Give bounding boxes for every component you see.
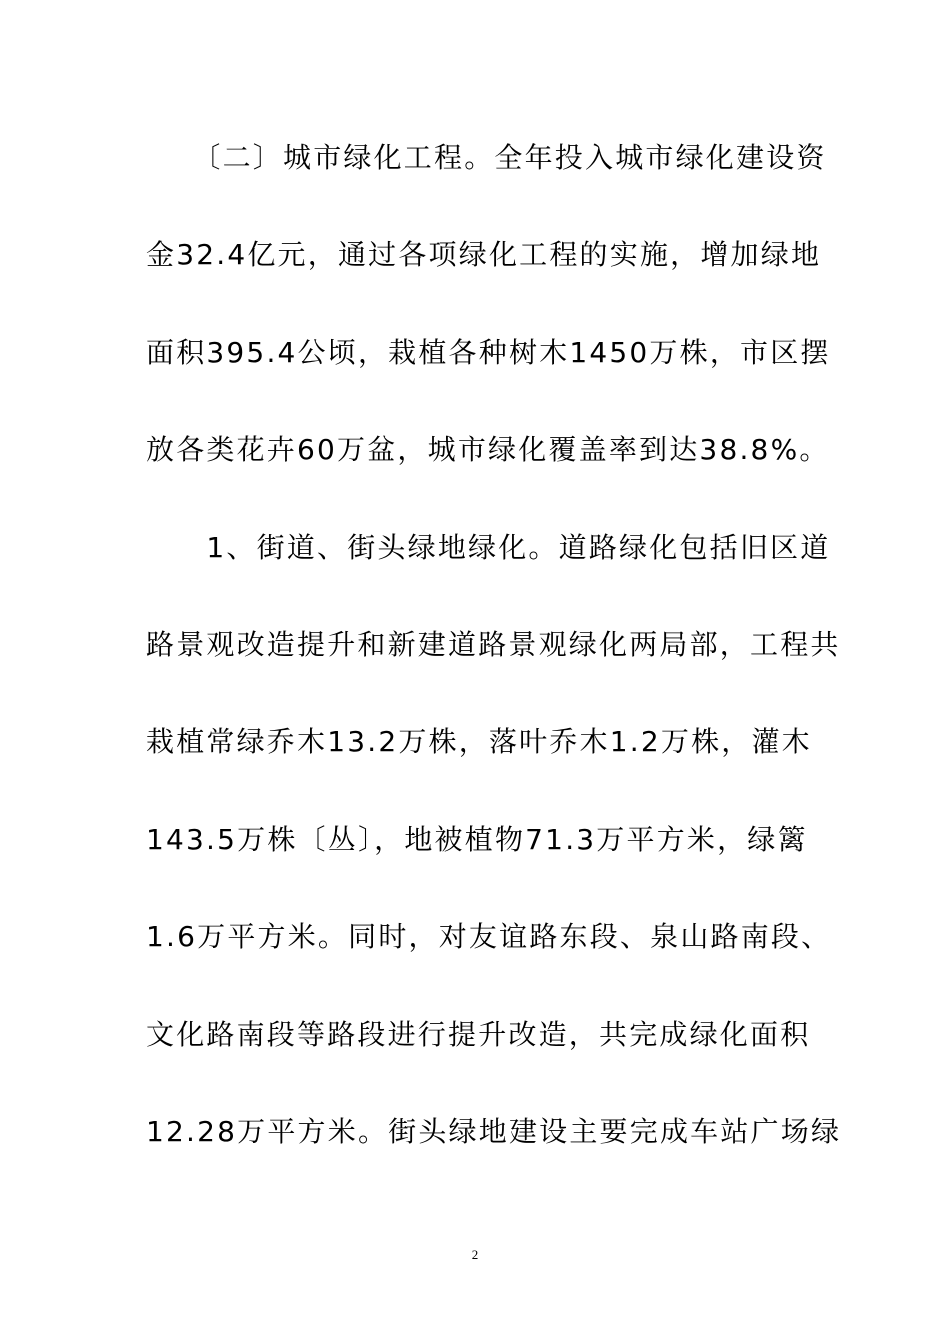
text-line: 路景观改造提升和新建道路景观绿化两局部，工程共 [146,627,841,661]
text-line: 文化路南段等路段进行提升改造，共完成绿化面积 [146,1017,811,1051]
body-text [146,123,842,1194]
text-line: 〔二〕城市绿化工程。全年投入城市绿化建设资 [146,141,827,174]
text-line: 放各类花卉60万盆，城市绿化覆盖率到达38.8%。 [146,433,830,467]
text-line: 1.6万平方米。同时，对友谊路东段、泉山路南段、 [146,920,832,954]
text-line: 12.28万平方米。街头绿地建设主要完成车站广场绿 [146,1114,842,1148]
text-line: 栽植常绿乔木13.2万株，落叶乔木1.2万株，灌木 [146,725,812,759]
page-number: 2 [471,1247,479,1262]
text-line: 面积395.4公顷，栽植各种树木1450万株，市区摆 [146,335,831,369]
text-line: 143.5万株〔丛〕，地被植物71.3万平方米，绿篱 [146,822,808,856]
text-line: 1、街道、街头绿地绿化。道路绿化包括旧区道 [146,530,831,564]
text-line: 金32.4亿元，通过各项绿化工程的实施，增加绿地 [146,238,822,272]
